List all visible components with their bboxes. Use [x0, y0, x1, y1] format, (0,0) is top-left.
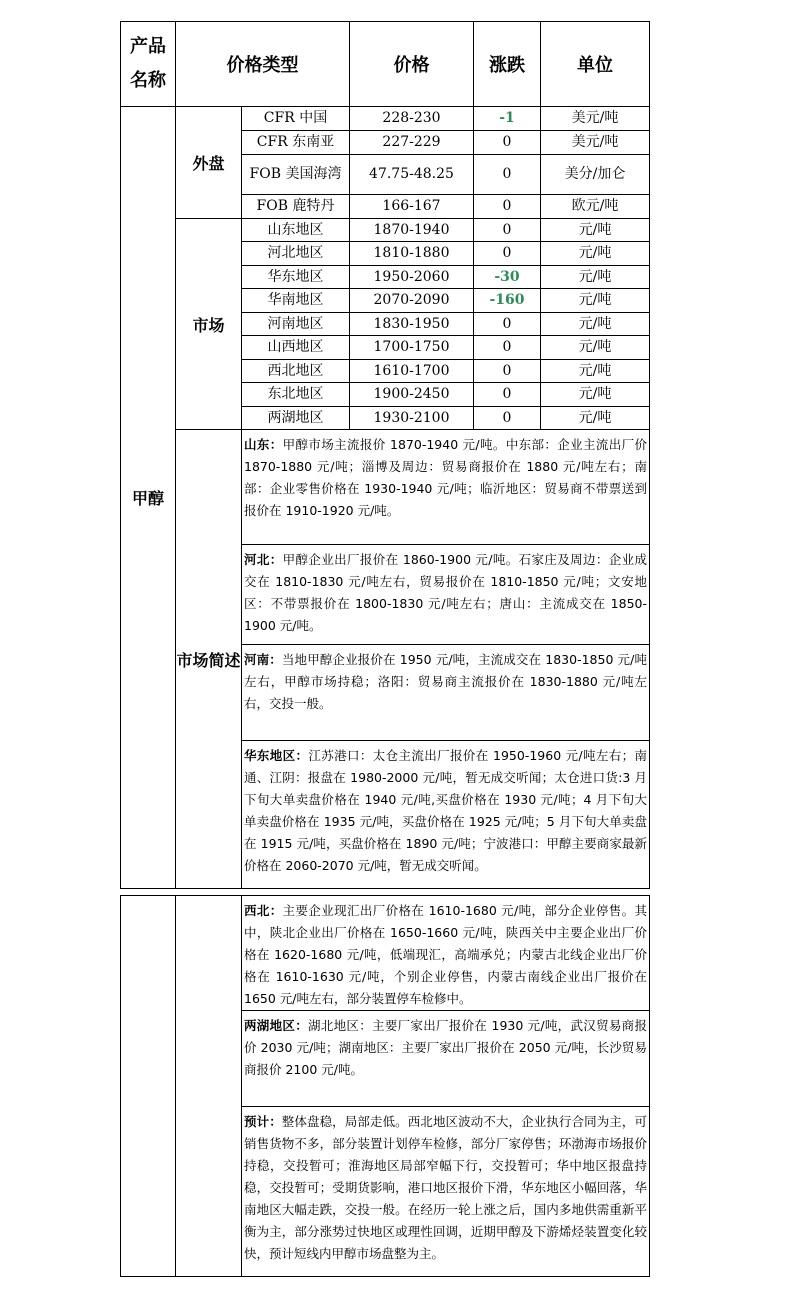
market-change: -30 [474, 266, 541, 289]
brief-label-continued [176, 896, 242, 1277]
market-unit: 元/吨 [541, 289, 650, 313]
foreign-type: CFR 中国 [242, 107, 350, 131]
market-price: 1810-1880 [350, 242, 474, 266]
market-region: 西北地区 [242, 360, 350, 383]
market-price: 1700-1750 [350, 336, 474, 360]
header-price: 价格 [350, 22, 474, 107]
market-unit: 元/吨 [541, 383, 650, 407]
market-unit: 元/吨 [541, 242, 650, 266]
product-name-continued [121, 896, 176, 1277]
foreign-price: 228-230 [350, 107, 474, 131]
foreign-unit: 美元/吨 [541, 107, 650, 131]
market-region: 山东地区 [242, 219, 350, 242]
market-note-henan: 河南：当地甲醇企业报价在 1950 元/吨，主流成交在 1830-1850 元/吨左右，甲醇市场持稳；洛阳：贸易商主流报价在 1830-1880 元/吨左右，交投一般。 [242, 645, 650, 741]
market-change: 0 [474, 360, 541, 383]
market-region: 河北地区 [242, 242, 350, 266]
market-price: 1950-2060 [350, 266, 474, 289]
price-table-continued [120, 895, 650, 1277]
foreign-change: 0 [474, 131, 541, 155]
foreign-change: 0 [474, 155, 541, 195]
market-region: 两湖地区 [242, 407, 350, 430]
market-region: 山西地区 [242, 336, 350, 360]
market-note-shandong: 山东：甲醇市场主流报价 1870-1940 元/吨。中东部：企业主流出厂价 1870-1880 元/吨；淄博及周边：贸易商报价在 1880 元/吨左右；南部：企业零售价格在 1930-1940 元/吨；临沂地区：贸易商不带票送到报价在 1910-1920 元/吨。 [242, 430, 650, 545]
foreign-change: 0 [474, 195, 541, 219]
market-change: 0 [474, 407, 541, 430]
market-note-northwest: 西北：主要企业现汇出厂价格在 1610-1680 元/吨，部分企业停售。其中，陕北企业出厂价格在 1650-1660 元/吨，陕西关中主要企业出厂价格在 1620-1680 元/吨，低端现汇，高端承兑；内蒙古北线企业出厂价格在 1610-1630 元/吨，个别企业停售，内蒙古南线企业出厂报价在 1650 元/吨左右，部分装置停车检修中。 [242, 896, 650, 1011]
market-note-hebei: 河北：甲醇企业出厂报价在 1860-1900 元/吨。石家庄及周边：企业成交在 1810-1830 元/吨左右，贸易报价在 1810-1850 元/吨；文安地区：不带票报价在 1800-1830 元/吨左右；唐山：主流成交在 1850-1900 元/吨。 [242, 545, 650, 645]
foreign-price: 166-167 [350, 195, 474, 219]
market-label: 市场 [176, 219, 242, 430]
market-price: 1930-2100 [350, 407, 474, 430]
header-product-name: 产品 名称 [121, 22, 176, 107]
market-price: 1610-1700 [350, 360, 474, 383]
foreign-unit: 欧元/吨 [541, 195, 650, 219]
market-note-east-china: 华东地区：江苏港口：太仓主流出厂报价在 1950-1960 元/吨左右；南通、江阴：报盘在 1980-2000 元/吨，暂无成交听闻；太仓进口货:3 月下旬大单卖盘价格在 1940 元/吨,买盘价格在 1930 元/吨；4 月下旬大单卖盘价格在 1935 元/吨，买盘价格在 1925 元/吨；5 月下旬大单卖盘在 1915 元/吨，买盘价格在 1890 元/吨；宁波港口：甲醇主要商家最新价格在 2060-2070 元/吨，暂无成交听闻。 [242, 741, 650, 889]
market-change: 0 [474, 383, 541, 407]
foreign-unit: 美分/加仑 [541, 155, 650, 195]
market-price: 2070-2090 [350, 289, 474, 313]
market-price: 1830-1950 [350, 313, 474, 336]
market-note-lianghu: 两湖地区：湖北地区：主要厂家出厂报价在 1930 元/吨，武汉贸易商报价 2030 元/吨；湖南地区：主要厂家出厂报价在 2050 元/吨，长沙贸易商报价 2100 元/吨。 [242, 1011, 650, 1107]
foreign-unit: 美元/吨 [541, 131, 650, 155]
foreign-type: FOB 鹿特丹 [242, 195, 350, 219]
foreign-price: 227-229 [350, 131, 474, 155]
foreign-label: 外盘 [176, 107, 242, 219]
market-region: 华南地区 [242, 289, 350, 313]
market-change: 0 [474, 242, 541, 266]
price-table [120, 21, 650, 889]
header-change: 涨跌 [474, 22, 541, 107]
market-unit: 元/吨 [541, 266, 650, 289]
market-change: 0 [474, 313, 541, 336]
product-name: 甲醇 [121, 107, 176, 889]
market-price: 1900-2450 [350, 383, 474, 407]
foreign-type: FOB 美国海湾 [242, 155, 350, 195]
market-change: 0 [474, 219, 541, 242]
market-region: 河南地区 [242, 313, 350, 336]
market-region: 东北地区 [242, 383, 350, 407]
header-price-type: 价格类型 [176, 22, 350, 107]
market-unit: 元/吨 [541, 360, 650, 383]
market-unit: 元/吨 [541, 407, 650, 430]
market-change: -160 [474, 289, 541, 313]
market-note-forecast: 预计：整体盘稳，局部走低。西北地区波动不大，企业执行合同为主，可销售货物不多，部分装置计划停车检修，部分厂家停售；环渤海市场报价持稳，交投暂可；淮海地区局部窄幅下行，交投暂可；华中地区报盘持稳，交投暂可；受期货影响，港口地区报价下滑，华东地区小幅回落，华南地区大幅走跌，交投一般。在经历一轮上涨之后，国内多地供需重新平衡为主，部分涨势过快地区或理性回调，近期甲醇及下游烯烃装置变化较快，预计短线内甲醇市场盘整为主。 [242, 1107, 650, 1277]
market-unit: 元/吨 [541, 336, 650, 360]
market-region: 华东地区 [242, 266, 350, 289]
market-unit: 元/吨 [541, 219, 650, 242]
foreign-change: -1 [474, 107, 541, 131]
market-change: 0 [474, 336, 541, 360]
market-price: 1870-1940 [350, 219, 474, 242]
header-unit: 单位 [541, 22, 650, 107]
brief-label: 市场简述 [176, 430, 242, 889]
market-unit: 元/吨 [541, 313, 650, 336]
foreign-price: 47.75-48.25 [350, 155, 474, 195]
foreign-type: CFR 东南亚 [242, 131, 350, 155]
